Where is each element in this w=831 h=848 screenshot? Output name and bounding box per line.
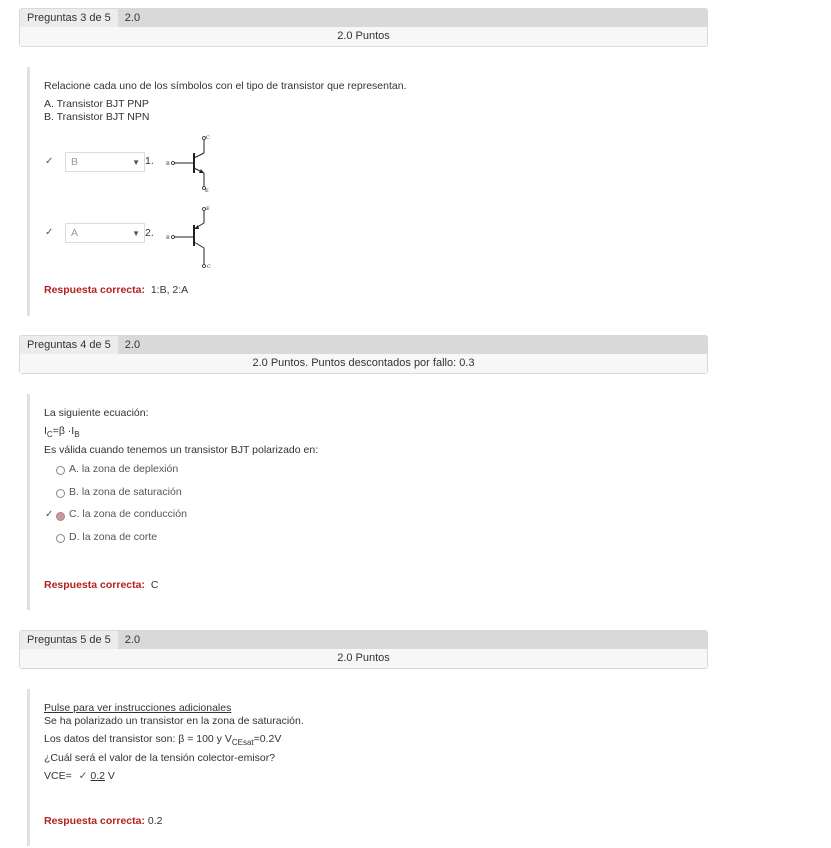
emitter-label: E <box>205 188 209 193</box>
answer-input[interactable]: 0.2 <box>90 770 105 782</box>
correct-answer: Respuesta correcta: 0.2 <box>44 815 163 827</box>
question-points: 2.0 Puntos. Puntos descontados por fallo: 0.3 <box>20 354 707 373</box>
correct-answer: Respuesta correcta: 1:B, 2:A <box>44 284 189 296</box>
match-index-1: 1. <box>145 155 154 167</box>
option-b-label: B. la zona de saturación <box>69 486 182 498</box>
answer-row: VCE= ✓ 0.2 V <box>44 770 115 782</box>
question-points: 2.0 Puntos <box>20 649 707 668</box>
question-prompt: La siguiente ecuación: <box>44 407 149 419</box>
radio-option-c[interactable] <box>56 512 65 521</box>
chevron-down-icon: ▼ <box>132 229 140 238</box>
question-line-2: Los datos del transistor son: β = 100 y $V_{CEsat}=0.2V$ <box>44 733 282 747</box>
question-4-body <box>27 394 717 610</box>
check-icon: ✓ <box>78 770 88 782</box>
collector-label: C <box>206 135 210 141</box>
question-3-header <box>19 8 708 47</box>
npn-transistor-symbol <box>165 133 215 193</box>
match-select-1[interactable]: B ▼ <box>65 152 145 172</box>
radio-option-b[interactable] <box>56 489 65 498</box>
question-line-1: Se ha polarizado un transistor en la zona de saturación. <box>44 715 304 727</box>
question-4-header <box>19 335 708 374</box>
base-label: B <box>166 235 170 241</box>
chevron-down-icon: ▼ <box>132 158 140 167</box>
question-value: 2.0 <box>124 634 141 646</box>
question-5-header <box>19 630 708 669</box>
check-icon: ✓ <box>45 509 54 520</box>
question-number: Preguntas 4 de 5 <box>20 336 118 354</box>
radio-option-a[interactable] <box>56 466 65 475</box>
question-prompt: Relacione cada uno de los símbolos con el tipo de transistor que representan. <box>44 80 407 92</box>
collector-label: C <box>207 264 211 270</box>
question-text: Es válida cuando tenemos un transistor BJT polarizado en: <box>44 444 319 456</box>
radio-option-d[interactable] <box>56 534 65 543</box>
question-line-3: ¿Cuál será el valor de la tensión colector-emisor? <box>44 752 276 764</box>
correct-answer: Respuesta correcta: C <box>44 579 159 591</box>
option-a: A. Transistor BJT PNP <box>44 98 149 110</box>
match-select-2[interactable]: A ▼ <box>65 223 145 243</box>
check-icon: ✓ <box>45 227 54 238</box>
option-b: B. Transistor BJT NPN <box>44 111 150 123</box>
check-icon: ✓ <box>45 156 54 167</box>
question-number: Preguntas 3 de 5 <box>20 9 118 27</box>
option-a-label: A. la zona de deplexión <box>69 463 179 475</box>
emitter-label: E <box>206 206 210 212</box>
instructions-link[interactable]: Pulse para ver instrucciones adicionales <box>44 702 232 714</box>
question-value: 2.0 <box>124 339 141 351</box>
base-label: B <box>166 161 170 167</box>
question-points: 2.0 Puntos <box>20 27 707 46</box>
option-d-label: D. la zona de corte <box>69 531 158 543</box>
match-index-2: 2. <box>145 227 154 239</box>
option-c-label: C. la zona de conducción <box>69 508 187 520</box>
question-number: Preguntas 5 de 5 <box>20 631 118 649</box>
question-value: 2.0 <box>124 12 141 24</box>
pnp-transistor-symbol <box>165 203 215 271</box>
equation: $I_C=\beta \cdot I_B$ <box>44 425 80 439</box>
